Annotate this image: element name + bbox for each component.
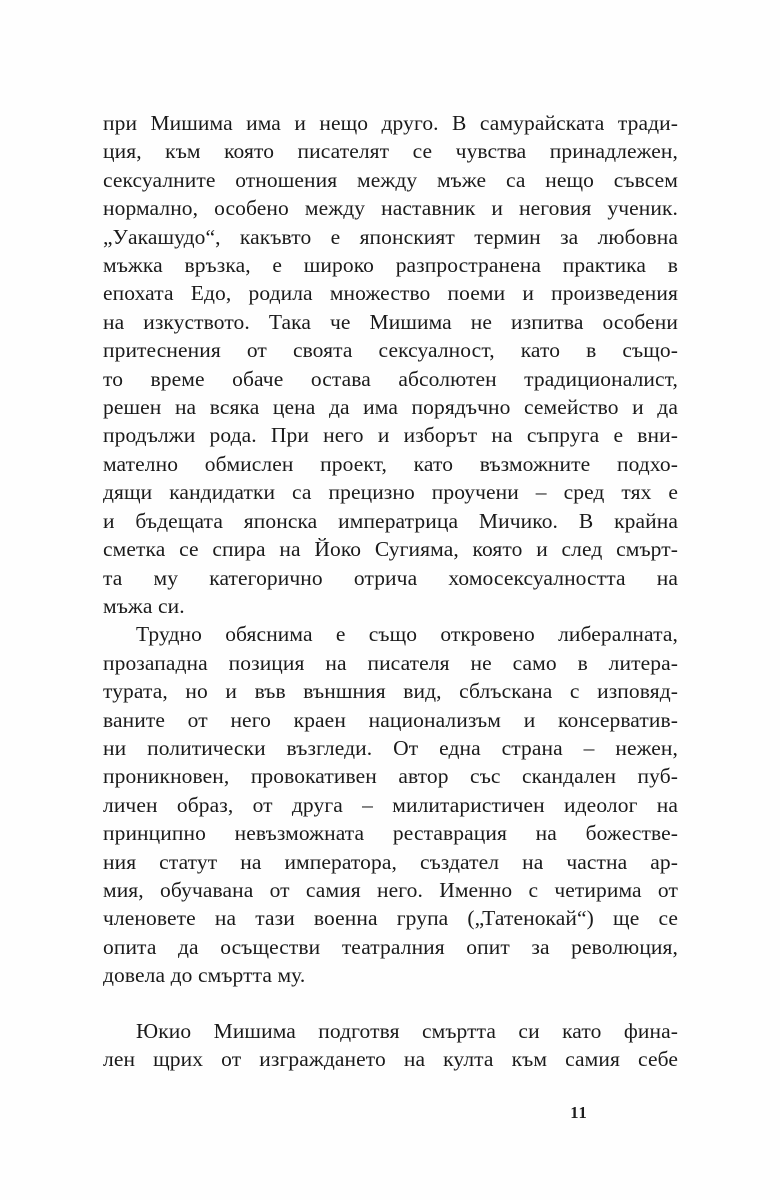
- text-line: проникновен, провокативен автор със скандален пуб-: [103, 764, 678, 789]
- paragraph: [103, 620, 678, 989]
- text-line: мъжка връзка, е широко разпространена практика в: [103, 253, 678, 278]
- text-line: дящи кандидатки са прецизно проучени – сред тях е: [103, 480, 678, 505]
- text-line: та му категорично отрича хомосексуалността на: [103, 565, 678, 590]
- text-line: мъжа си.: [103, 593, 185, 618]
- page-number: 11: [570, 1103, 588, 1122]
- text-line: ция, към която писателят се чувства принадлежен,: [103, 139, 678, 164]
- text-line: при Мишима има и нещо друго. В самурайската тради-: [103, 111, 678, 135]
- text-line: и бъдещата японска императрица Мичико. В крайна: [103, 508, 678, 533]
- text-line: турата, но и във външния вид, сблъскана с изповяд-: [103, 679, 678, 704]
- text-line: „Уакашудо“, какъвто е японският термин за любовна: [103, 224, 678, 249]
- paragraph: [103, 109, 678, 620]
- text-line: сексуалните отношения между мъже са нещо съвсем: [103, 167, 678, 192]
- paragraph: [103, 1017, 678, 1074]
- text-block: [103, 109, 678, 1073]
- text-line: решен на всяка цена да има порядъчно семейство и да: [103, 395, 678, 420]
- text-line: ваните от него краен национализъм и консерватив-: [103, 707, 678, 732]
- text-line: мателно обмислен проект, като възможните подхо-: [103, 451, 678, 476]
- text-line: лен щрих от изграждането на култа към самия себе: [103, 1047, 678, 1071]
- text-line: прозападна позиция на писателя не само в литера-: [103, 650, 678, 675]
- text-line: епохата Едо, родила множество поеми и произведения: [103, 281, 678, 306]
- text-line: довела до смъртта му.: [103, 963, 306, 988]
- text-line: принципно невъзможната реставрация на божестве-: [103, 821, 678, 846]
- text-line: нормално, особено между наставник и неговия ученик.: [103, 196, 678, 221]
- text-line: опита да осъществи театралния опит за революция,: [103, 934, 678, 959]
- text-line: Трудно обяснима е също откровено либералната,: [136, 622, 678, 647]
- text-line: мия, обучавана от самия него. Именно с четирима от: [103, 877, 678, 902]
- text-line: членовете на тази военна група („Татенокай“) ще се: [103, 906, 678, 931]
- text-line: ния статут на императора, създател на частна ар-: [103, 849, 678, 874]
- text-line: на изкуството. Така че Мишима не изпитва особени: [103, 309, 678, 334]
- text-line: Юкио Мишима подготвя смъртта си като фина-: [136, 1018, 678, 1043]
- text-line: то време обаче остава абсолютен традиционалист,: [103, 366, 678, 391]
- text-line: личен образ, от друга – милитаристичен идеолог на: [103, 792, 678, 817]
- text-line: притеснения от своята сексуалност, като в също-: [103, 338, 678, 363]
- text-line: продължи рода. При него и изборът на съпруга е вни-: [103, 423, 678, 448]
- text-line: ни политически възгледи. От една страна – нежен,: [103, 735, 678, 760]
- text-line: сметка се спира на Йоко Сугияма, която и след смърт-: [103, 537, 678, 562]
